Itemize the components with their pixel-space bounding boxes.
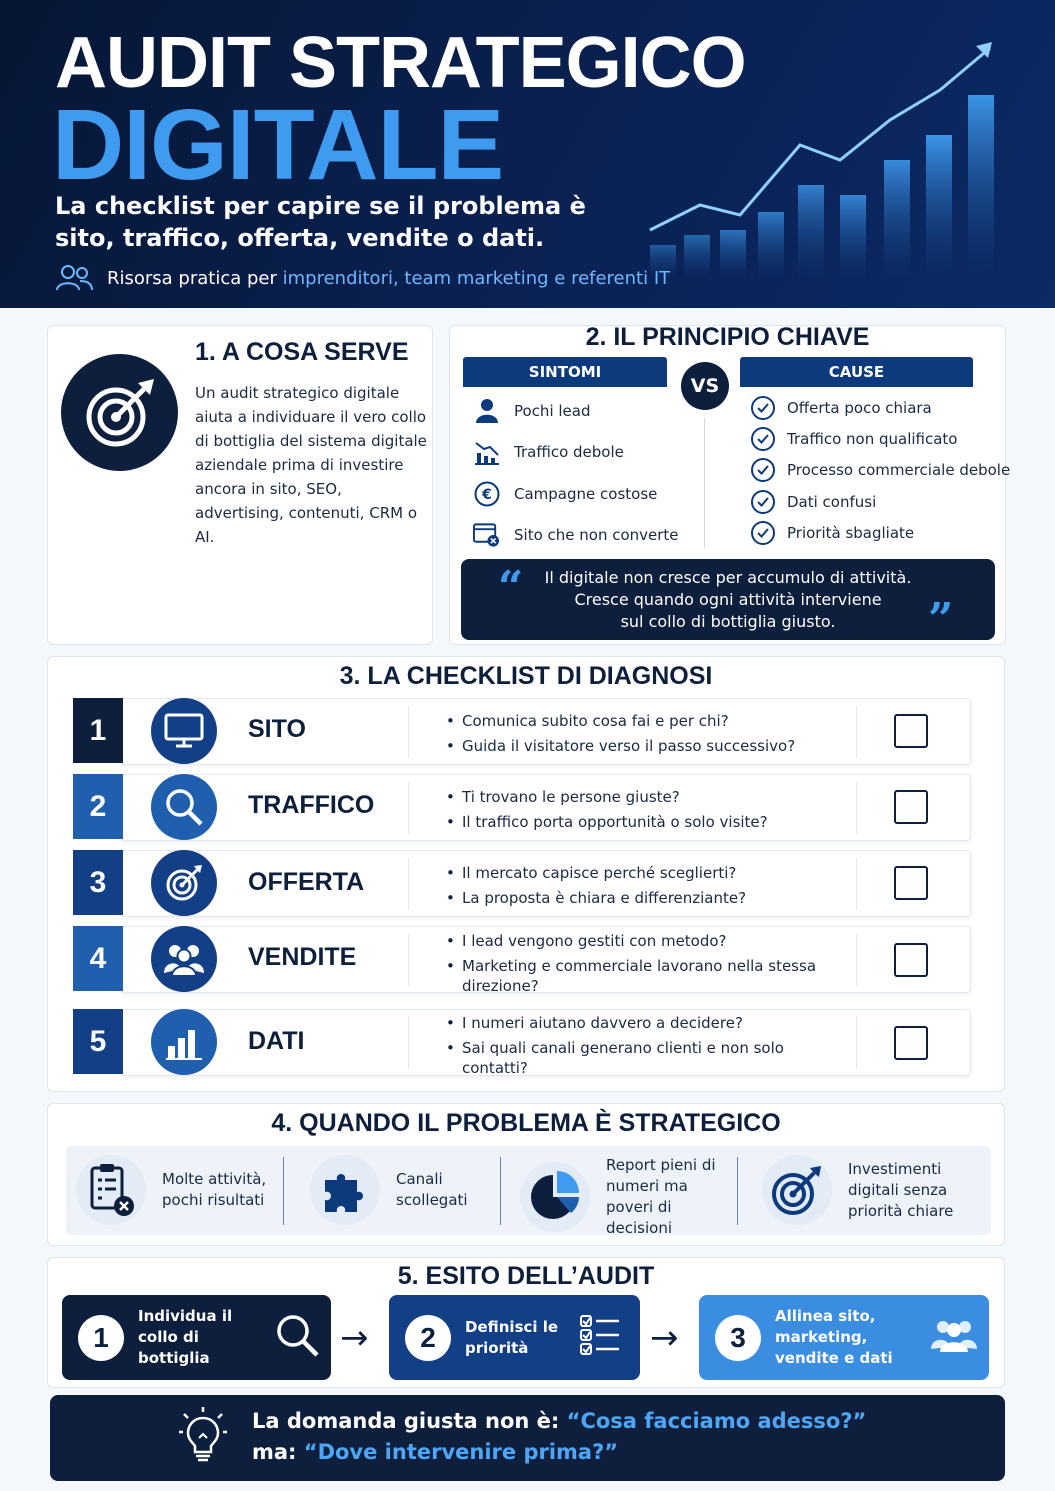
problem-item: Molte attività, pochi risultati xyxy=(76,1155,276,1225)
clipboard-x-icon xyxy=(76,1155,146,1225)
section-1-title: 1. A COSA SERVE xyxy=(195,338,409,366)
outcome-step: 3 Allinea sito, marketing, vendite e dati xyxy=(699,1295,989,1380)
divider xyxy=(408,706,409,758)
team-icon xyxy=(151,926,217,992)
arrow-right-icon: → xyxy=(650,1318,679,1358)
divider xyxy=(408,782,409,834)
title-line2: DIGITALE xyxy=(52,89,504,201)
divider xyxy=(500,1157,501,1225)
header-banner xyxy=(0,0,1055,308)
cause-item: Processo commerciale debole xyxy=(751,458,1010,482)
row-number: 1 xyxy=(73,698,123,763)
checklist-icon xyxy=(579,1312,621,1364)
divider xyxy=(856,858,857,910)
symptoms-header: SINTOMI xyxy=(463,357,667,387)
row-questions: • I numeri aiutano davvero a decidere? • Sai quali canali generano clienti e non solo contatti? xyxy=(446,1013,836,1083)
row-label: TRAFFICO xyxy=(248,791,375,819)
divider xyxy=(856,1017,857,1069)
row-number: 5 xyxy=(73,1009,123,1074)
divider xyxy=(704,418,705,548)
close-quote-icon: ” xyxy=(928,594,954,645)
open-quote-icon: “ xyxy=(498,562,524,613)
cause-item: Dati confusi xyxy=(751,490,876,514)
symptom-item: Pochi lead xyxy=(473,397,591,424)
magnifier-icon xyxy=(274,1312,320,1364)
row-questions: • Comunica subito cosa fai e per chi? • Guida il visitatore verso il passo successivo? xyxy=(446,711,836,761)
divider xyxy=(856,706,857,758)
divider xyxy=(856,782,857,834)
person-icon xyxy=(473,397,500,424)
problem-item: Canali scollegati xyxy=(310,1155,490,1225)
vs-badge: VS xyxy=(681,362,729,410)
section-1-text: Un audit strategico digitale aiuta a individuare il vero collo di bottiglia del sistema digitale aziendale prima di investire ancora in sito, SEO, advertising, contenuti, CRM o AI. xyxy=(195,384,427,546)
row-label: DATI xyxy=(248,1027,305,1055)
cause-item: Traffico non qualificato xyxy=(751,427,957,451)
section-3-title: 3. LA CHECKLIST DI DIAGNOSI xyxy=(339,662,713,690)
divider xyxy=(856,934,857,986)
symptom-item: Sito che non converte xyxy=(473,521,679,548)
section-4-title: 4. QUANDO IL PROBLEMA È STRATEGICO xyxy=(271,1109,781,1137)
row-number: 2 xyxy=(73,774,123,839)
checkbox[interactable] xyxy=(894,1026,928,1060)
arrow-right-icon: → xyxy=(340,1318,369,1358)
people-icon xyxy=(55,264,93,292)
footer-question: La domanda giusta non è: “Cosa facciamo adesso?” ma: “Dove intervenire prima?” xyxy=(252,1409,867,1464)
row-number: 3 xyxy=(73,850,123,915)
row-questions: • Ti trovano le persone giuste? • Il traffico porta opportunità o solo visite? xyxy=(446,787,836,837)
check-circle-icon xyxy=(751,521,775,545)
check-circle-icon xyxy=(751,458,775,482)
divider xyxy=(408,1017,409,1069)
row-questions: • Il mercato capisce perché sceglierti? • La proposta è chiara e differenziante? xyxy=(446,863,836,913)
problem-item: Investimenti digitali senza priorità chiare xyxy=(762,1155,987,1225)
section-2-title: 2. IL PRINCIPIO CHIAVE xyxy=(585,323,870,351)
svg-text:€: € xyxy=(481,486,492,503)
row-label: VENDITE xyxy=(248,943,357,971)
cause-item: Priorità sbagliate xyxy=(751,521,914,545)
key-quote: Il digitale non cresce per accumulo di attività. Cresce quando ogni attività interviene sul collo di bottiglia giusto. xyxy=(461,559,995,640)
monitor-icon xyxy=(151,698,217,764)
checkbox[interactable] xyxy=(894,714,928,748)
lightbulb-icon xyxy=(178,1406,228,1466)
target-icon xyxy=(151,850,217,916)
causes-header: CAUSE xyxy=(740,357,973,387)
target-icon xyxy=(762,1155,832,1225)
checkbox[interactable] xyxy=(894,866,928,900)
divider xyxy=(408,858,409,910)
euro-icon xyxy=(473,480,500,507)
broken-browser-icon xyxy=(473,521,500,548)
problem-item: Report pieni di numeri ma poveri di decisioni xyxy=(520,1155,735,1239)
bar-chart-icon xyxy=(151,1009,217,1075)
outcome-step: 2 Definisci le priorità xyxy=(389,1295,640,1380)
symptom-item: € Campagne costose xyxy=(473,480,657,507)
subtitle: La checklist per capire se il problema è sito, traffico, offerta, vendite o dati. xyxy=(55,192,586,252)
cause-item: Offerta poco chiara xyxy=(751,396,932,420)
declining-chart-icon xyxy=(473,438,500,465)
outcome-step: 1 Individua il collo di bottiglia xyxy=(62,1295,331,1380)
divider xyxy=(737,1157,738,1225)
row-number: 4 xyxy=(73,926,123,991)
puzzle-icon xyxy=(310,1155,380,1225)
team-icon xyxy=(929,1317,979,1359)
checkbox[interactable] xyxy=(894,790,928,824)
audience-line xyxy=(55,264,670,292)
section-5-title: 5. ESITO DELL’AUDIT xyxy=(397,1262,655,1290)
check-circle-icon xyxy=(751,427,775,451)
divider xyxy=(408,934,409,986)
divider xyxy=(283,1157,284,1225)
target-icon xyxy=(61,354,178,471)
magnifier-icon xyxy=(151,774,217,840)
symptom-item: Traffico debole xyxy=(473,438,624,465)
audience-highlight: imprenditori, team marketing e referenti IT xyxy=(282,267,671,289)
pie-chart-icon xyxy=(520,1162,590,1232)
row-label: OFFERTA xyxy=(248,868,365,896)
title-line1: AUDIT STRATEGICO xyxy=(55,23,746,103)
check-circle-icon xyxy=(751,396,775,420)
row-questions: • I lead vengono gestiti con metodo? • Marketing e commerciale lavorano nella stessa direzione? xyxy=(446,931,836,1001)
check-circle-icon xyxy=(751,490,775,514)
audience-prefix: Risorsa pratica per xyxy=(107,267,283,289)
checkbox[interactable] xyxy=(894,943,928,977)
row-label: SITO xyxy=(248,715,306,743)
